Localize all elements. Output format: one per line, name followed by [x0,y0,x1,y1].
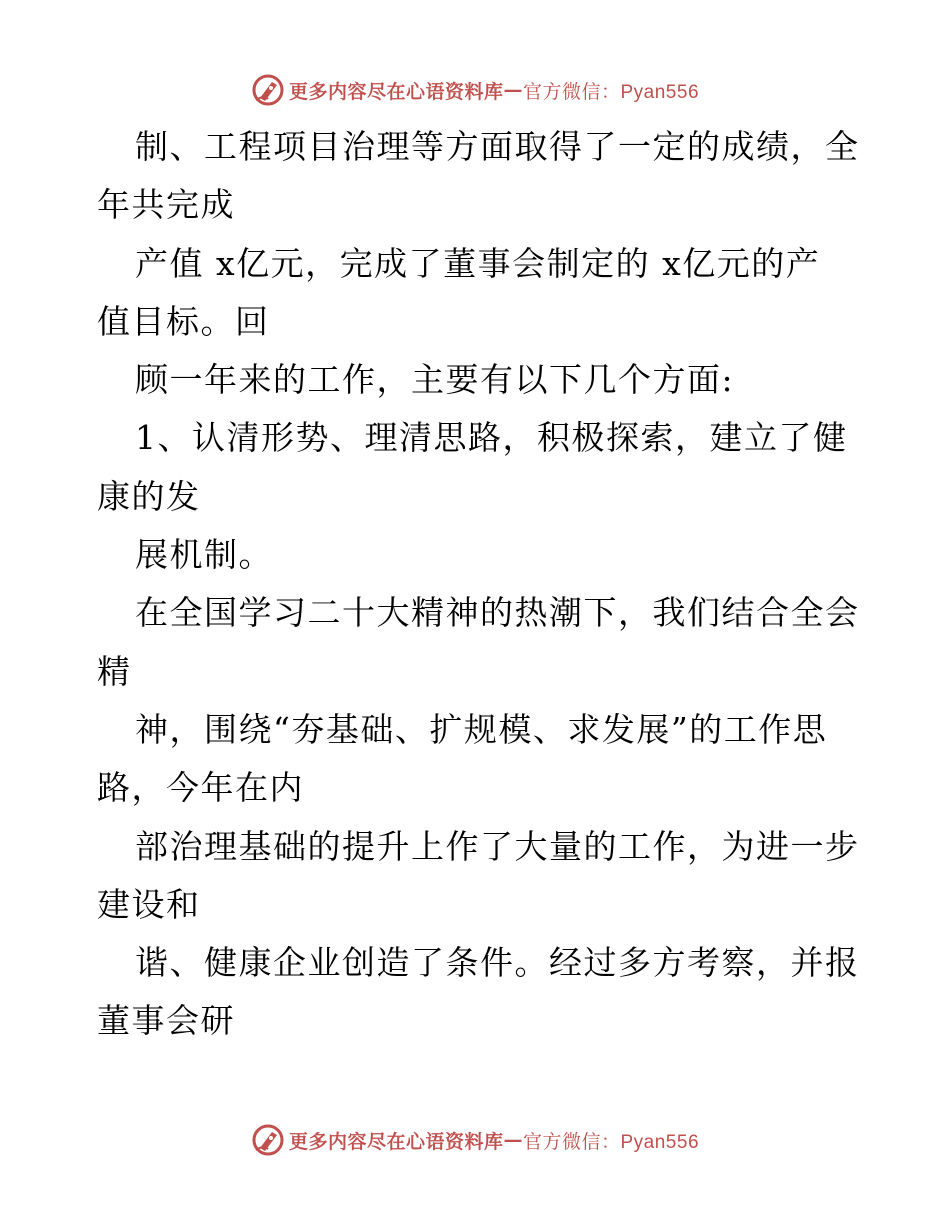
watermark-brand: 更多内容尽在心语资料库 [288,80,504,103]
watermark-wechat: 官方微信：Pyan556 [523,1131,700,1153]
text-line: 董事会研 [97,1001,235,1041]
text-line: 产值 x亿元，完成了董事会制定的 x亿元的产 [135,243,821,283]
text-line: 值目标。回 [97,301,270,341]
text-line: 路，今年在内 [97,768,304,808]
pen-nib-logo-icon [251,1123,285,1157]
watermark-wechat: 官方微信：Pyan556 [523,81,700,103]
pen-nib-logo-icon [251,73,285,107]
document-body [97,118,860,1051]
text-line: 部治理基础的提升上作了大量的工作，为进一步 [135,826,860,866]
text-line: 展机制。 [135,535,273,575]
watermark-separator: — [503,1129,523,1151]
text-line: 在全国学习二十大精神的热潮下，我们结合全会 [135,593,860,633]
watermark-brand: 更多内容尽在心语资料库 [288,1130,504,1153]
text-line: 1、认清形势、理清思路，积极探索，建立了健 [135,418,848,458]
footer-watermark [0,1120,950,1160]
text-line: 制、工程项目治理等方面取得了一定的成绩，全 [135,127,860,166]
header-watermark [0,70,950,110]
text-line: 精 [97,651,132,691]
text-line: 建设和 [97,884,201,924]
text-line: 谐、健康企业创造了条件。经过多方考察，并报 [135,943,860,983]
text-line: 年共完成 [97,185,235,225]
text-line: 神，围绕“夯基础、扩规模、求发展”的工作思 [135,709,828,749]
watermark-separator: — [503,79,523,101]
text-line: 顾一年来的工作，主要有以下几个方面: [135,360,735,400]
text-line: 康的发 [97,476,201,516]
